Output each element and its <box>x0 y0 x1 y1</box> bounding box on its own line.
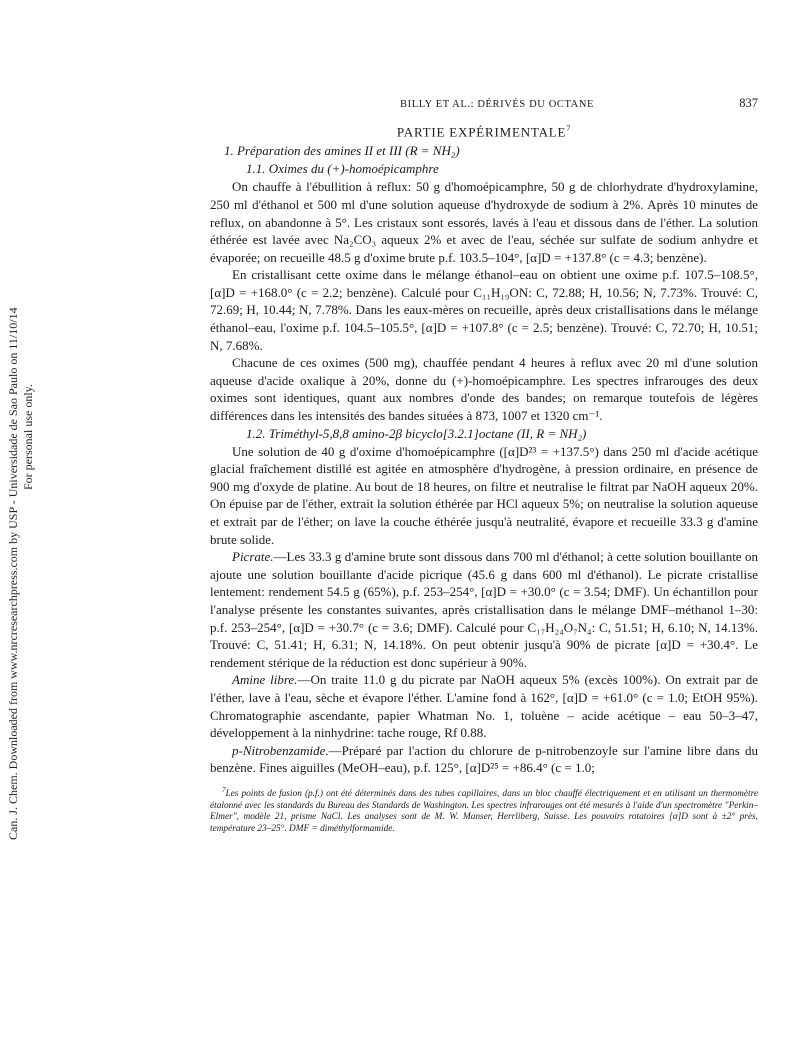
footnote-mark: 7 <box>222 785 226 794</box>
picrate-text: —Les 33.3 g d'amine brute sont dissous dans 700 ml d'éthanol; à cette solution bouillante on ajoute une solution bouillante d'acide picrique (45.6 g dans 600 ml d'éthanol). Le picrate cristallise lentement: rendement 54.5 g (65%), p.f. 253–254°, [α]D = +30.0° (c = 3.54; DMF). Un échantillon pour l'analyse présente les constantes suivantes, après cristallisation dans le mélange DMF–méthanol 1–30: p.f. 253–254°, [α]D = +30.7° (c = 3.6; DMF). Calculé pour C₁₇H₂₄O₇N₄: C, 51.51; H, 6.10; N, 14.13%. Trouvé: C, 51.41; H, 6.31; N, 14.18%. On peut obtenir jusqu'à 90% de picrate [α]D = +30.4°. Le rendement stérique de la réduction est donc supérieur à 90%. <box>210 549 758 670</box>
page-number: 837 <box>739 96 758 110</box>
section-title: PARTIE EXPÉRIMENTALE$^7$ <box>396 124 572 140</box>
footnote <box>210 785 758 835</box>
paragraph-nitrobenzamide <box>210 742 758 777</box>
watermark-line-1: Can. J. Chem. Downloaded from www.nrcresearchpress.com by USP - Universidade de Sao Paulo on 11/10/14 <box>6 307 20 840</box>
running-header <box>400 96 758 118</box>
paragraph-hydrogenation: Une solution de 40 g d'oxime d'homoépicamphre ([α]D²³ = +137.5°) dans 250 ml d'acide acétique glacial fraîchement distillé est agitée en atmosphère d'hydrogène, à pression ordinaire, en présence de 900 mg d'oxyde de platine. Au bout de 18 heures, on filtre et neutralise le filtrat par NaOH aqueux 20%. On épuise par de l'éther, extrait la solution éthérée par HCl aqueux 5%; on neutralise la solution aqueuse et extrait par de l'éther; on lave la couche éthérée jusqu'à neutralité, évapore et recueille 33.3 g d'amine brute solide. <box>210 443 758 547</box>
paragraph-picrate <box>210 548 758 671</box>
nitrobenzamide-label: p-Nitrobenzamide. <box>232 742 329 758</box>
footnote-ref: 7 <box>566 124 572 133</box>
free-amine-text: —On traite 11.0 g du picrate par NaOH aqueux 5% (excès 100%). On extrait par de l'éther, lave à l'eau, sèche et évapore l'éther. L'amine fond à 162°, [α]D = +61.0° (c = 1.0; EtOH 95%). Chromatographie ascendante, papier Whatman No. 1, toluène – acide acétique – eau 50–3–47, développement à la ninhydrine: tache rouge, Rf 0.88. <box>210 672 759 741</box>
journal-page <box>210 96 758 835</box>
heading-preparation-amines: 1. Préparation des amines II et III (R = NH₂) <box>224 143 460 159</box>
paragraph-oxime-hydrolysis: Chacune de ces oximes (500 mg), chauffée pendant 4 heures à reflux avec 20 ml d'une solution aqueuse d'acide oxalique à 20%, donne du (+)-homoépicamphre. Les spectres infrarouges des deux oximes sont identiques, quant aux nombres d'onde des bandes; on remarque toutefois de légères différences dans les intensités des bandes situées à 873, 1007 et 1320 cm⁻¹. <box>210 355 758 424</box>
heading-oximes: 1.1. Oximes du (+)-homoépicamphre <box>246 161 439 177</box>
watermark-line-2: For personal use only. <box>21 384 35 490</box>
nitrobenzamide-text: —Préparé par l'action du chlorure de p-nitrobenzoyle sur l'amine libre dans du benzène. Fines aiguilles (MeOH–eau), p.f. 125°, [α]D²⁵ = +86.4° (c = 1.0; <box>210 742 758 776</box>
paragraph-free-amine <box>210 671 758 741</box>
download-watermark <box>6 200 40 840</box>
running-title: BILLY ET AL.: DÉRIVÉS DU OCTANE <box>400 99 595 110</box>
paragraph-oxime-synthesis: On chauffe à l'ébullition à reflux: 50 g d'homoépicamphre, 50 g de chlorhydrate d'hydroxylamine, 250 ml d'éthanol et 500 ml d'une solution aqueuse d'hydroxyde de sodium à 2%. Après 10 minutes de reflux, on abandonne à 5°. Les cristaux sont essorés, lavés à l'eau et dissous dans de l'éther. La solution éthérée est lavée avec Na₂CO₃ aqueux 2% et avec de l'eau, séchée sur sulfate de sodium anhydre et évaporée; on recueille 48.5 g d'oxime brute p.f. 103.5–104°, [α]D = +137.8° (c = 4.3; benzène). <box>210 179 758 265</box>
picrate-label: Picrate. <box>232 549 274 565</box>
free-amine-label: Amine libre. <box>232 672 298 688</box>
footnote-text: Les points de fusion (p.f.) ont été déterminés dans des tubes capillaires, dans un bloc chauffé électriquement et en utilisant un thermomètre étalonné avec les standards du Bureau des Standards de Washington. Les spectres infrarouges ont été mesurés à l'aide d'un spectromètre "Perkin–Elmer", modèle 21, prisme NaCl. Les analyses sont de M. W. Manser, Herrliberg, Suisse. Les pouvoirs rotatoires [α]D sont à ±2° près, température 23–25°. DMF = diméthylformamide. <box>210 789 758 834</box>
heading-amine-II: 1.2. Triméthyl-5,8,8 amino-2β bicyclo[3.2.1]octane (II, R = NH₂) <box>246 425 587 441</box>
paragraph-oxime-crystallization: En cristallisant cette oxime dans le mélange éthanol–eau on obtient une oxime p.f. 107.5–108.5°, [α]D = +168.0° (c = 2.2; benzène). Calculé pour C₁₁H₁₉ON: C, 72.88; H, 10.56; N, 7.73%. Trouvé: C, 72.69; H, 10.44; N, 7.78%. Dans les eaux-mères on recueille, après deux cristallisations dans le mélange éthanol–eau, l'oxime p.f. 104.5–105.5°, [α]D = +107.8° (c = 2.5; benzène). Trouvé: C, 72.70; H, 10.51; N, 7.68%. <box>210 267 758 353</box>
